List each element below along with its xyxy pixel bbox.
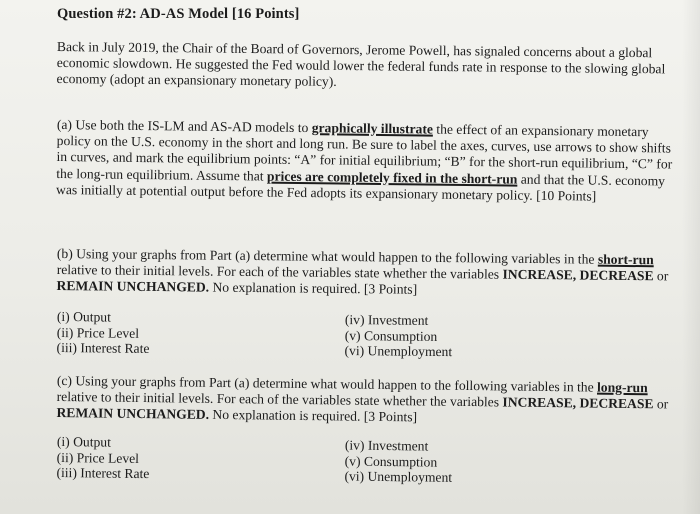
page-edge-shadow [682, 0, 700, 514]
part-b-text-2: relative to their initial levels. For each of the variables state whether the variables [56, 262, 503, 282]
part-a-text-2: the effect of an expansionary monetary policy on the U.S. economy in the short and long run. Be sure to label the axes, curves, use arrows to show shifts in curves, and mark the equilibrium points: “A” for initial equilibrium; “B” for the short-run equilibrium, “C” for the long-run equilibrium. Assume that [56, 121, 673, 184]
part-c-emphasis-long-run: long-run [596, 379, 648, 396]
part-c-item-price-level: (ii) Price Level [56, 449, 140, 466]
part-c-item-investment: (iv) Investment [344, 437, 429, 454]
part-b-bold-options-1: INCREASE, DECREASE [502, 266, 654, 284]
part-c-text-4: No explanation is required. [3 Points] [208, 407, 418, 425]
part-b-text-4: No explanation is required. [3 Points] [209, 280, 418, 298]
part-c-item-unemployment: (vi) Unemployment [344, 468, 453, 485]
part-c-bold-options-2: REMAIN UNCHANGED. [56, 405, 210, 423]
part-a-emphasis-graphically: graphically illustrate [311, 120, 434, 137]
part-b-left-column [57, 309, 150, 356]
part-c-right-column [344, 438, 452, 486]
part-b-item-output: (i) Output [56, 309, 111, 325]
part-b-item-consumption: (v) Consumption [344, 327, 438, 344]
part-b-text-3: or [653, 268, 669, 284]
part-b-item-price-level: (ii) Price Level [56, 324, 140, 341]
part-c-bold-options-1: INCREASE, DECREASE [502, 394, 654, 412]
intro-paragraph: Back in July 2019, the Chair of the Board of Governors, Jerome Powell, has signaled concerns about a global economic slowdown. He suggested the Fed would lower the federal funds rate in response to the slowing global economy (adopt an expansionary monetary policy). [56, 39, 666, 90]
part-c-item-interest-rate: (iii) Interest Rate [56, 464, 150, 482]
part-b-item-unemployment: (vi) Unemployment [344, 343, 453, 360]
part-b-paragraph [56, 246, 681, 301]
part-a-text-1: (a) Use both the IS-LM and AS-AD models to [56, 117, 312, 136]
part-c-variable-list [56, 434, 497, 485]
part-c-paragraph [56, 373, 682, 429]
part-b-emphasis-short-run: short-run [597, 251, 654, 268]
part-b-text-1: (b) Using your graphs from Part (a) determine what would happen to the following variables in the [56, 246, 598, 267]
question-title: Question #2: AD-AS Model [16 Points] [57, 6, 300, 22]
part-c-item-output: (i) Output [56, 434, 111, 450]
part-a-text-3: and that the U.S. economy was initially at potential output before the Fed adopts its expansionary monetary policy. [10 Points] [56, 171, 666, 204]
part-b-right-column [344, 312, 452, 360]
part-b-item-investment: (iv) Investment [344, 312, 429, 328]
part-c-text-1: (c) Using your graphs from Part (a) determine what would happen to the following variables in the [56, 373, 598, 395]
part-b-variable-list [56, 309, 497, 360]
part-c-text-2: relative to their initial levels. For each of the variables state whether the variables [56, 389, 503, 410]
part-a-paragraph [56, 117, 682, 206]
part-b-item-interest-rate: (iii) Interest Rate [56, 339, 150, 356]
part-c-text-3: or [653, 396, 669, 412]
part-c-left-column [56, 434, 149, 482]
part-c-item-consumption: (v) Consumption [344, 453, 438, 470]
part-b-bold-options-2: REMAIN UNCHANGED. [56, 278, 210, 296]
part-a-emphasis-prices-fixed: prices are completely fixed in the short-run [266, 168, 518, 187]
